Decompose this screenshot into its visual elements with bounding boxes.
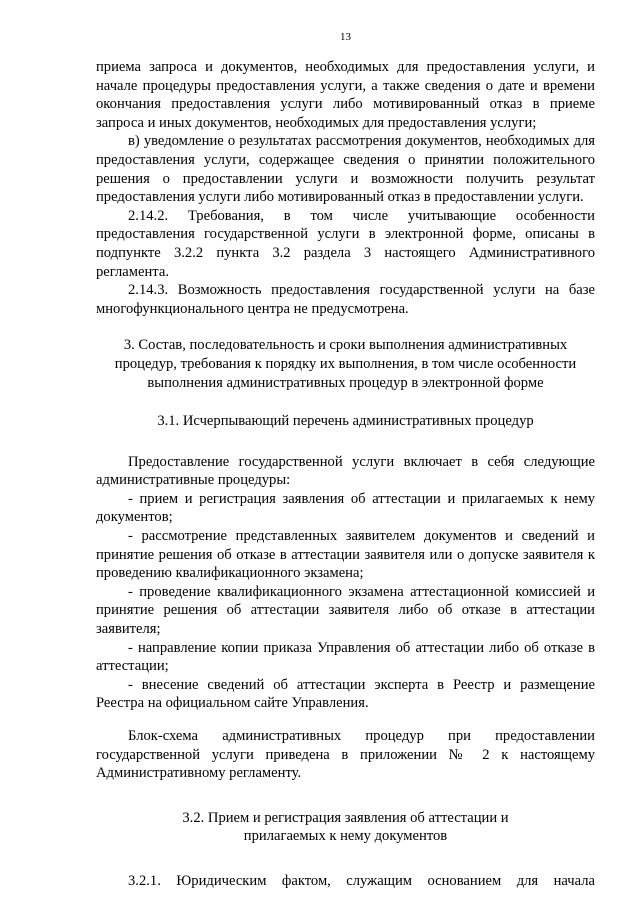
paragraph-procedures-intro: Предоставление государственной услуги включает в себя следующие административные процедуры:	[96, 453, 595, 489]
list-item-procedure-5: - внесение сведений об аттестации эксперта в Реестр и размещение Реестра на официальном сайте Управления.	[96, 676, 595, 712]
list-item-procedure-1: - прием и регистрация заявления об аттестации и прилагаемых к нему документов;	[96, 490, 595, 526]
list-item-procedure-2: - рассмотрение представленных заявителем документов и сведений и принятие решения об отказе в аттестации заявителя или о допуске заявителя к проведению квалификационного экзамена;	[96, 528, 595, 582]
list-item-procedure-4: - направление копии приказа Управления об аттестации либо об отказе в аттестации;	[96, 639, 595, 675]
subsection-3-2-heading: 3.2. Прием и регистрация заявления об аттестации и прилагаемых к нему документов	[182, 809, 509, 845]
section-3-heading: 3. Состав, последовательность и сроки выполнения административных процедур, требования к порядку их выполнения, в том числе особенности выполнения административных процедур в электронной форме	[114, 337, 577, 391]
list-item-procedure-3: - проведение квалификационного экзамена аттестационной комиссией и принятие решения об аттестации заявителя либо об отказе в аттестации заявителя;	[96, 583, 595, 638]
paragraph-notification: в) уведомление о результатах рассмотрения документов, необходимых для предоставления услуги, содержащее сведения о принятии положительного решения о предоставлении услуги и возможности получить результат предоставления услуги либо мотивированный отказ в предоставлении услуги.	[96, 133, 595, 206]
paragraph-3-2-1: 3.2.1. Юридическим фактом, служащим основанием для начала	[128, 872, 595, 889]
paragraph-2-14-2: 2.14.2. Требования, в том числе учитывающие особенности предоставления государственной услуги в электронной форме, описаны в подпункте 3.2.2 пункта 3.2 раздела 3 настоящего Административного регламента.	[96, 207, 595, 280]
paragraph-2-14-3: 2.14.3. Возможность предоставления государственной услуги на базе многофункционального центра не предусмотрена.	[96, 282, 595, 317]
paragraph-continuation: приема запроса и документов, необходимых для предоставления услуги, и начале процедуры предоставления услуги, а также сведения о дате и времени окончания предоставления услуги либо мотивированный отказ в приеме запроса и иных документов, необходимых для предоставления услуги;	[96, 59, 595, 131]
page-number: 13	[340, 31, 351, 43]
paragraph-flowchart-reference: Блок-схема административных процедур при предоставлении государственной услуги приведена в приложении № 2 к настоящему Административному регламенту.	[96, 728, 595, 782]
subsection-3-1-heading: 3.1. Исчерпывающий перечень административных процедур	[157, 413, 534, 430]
